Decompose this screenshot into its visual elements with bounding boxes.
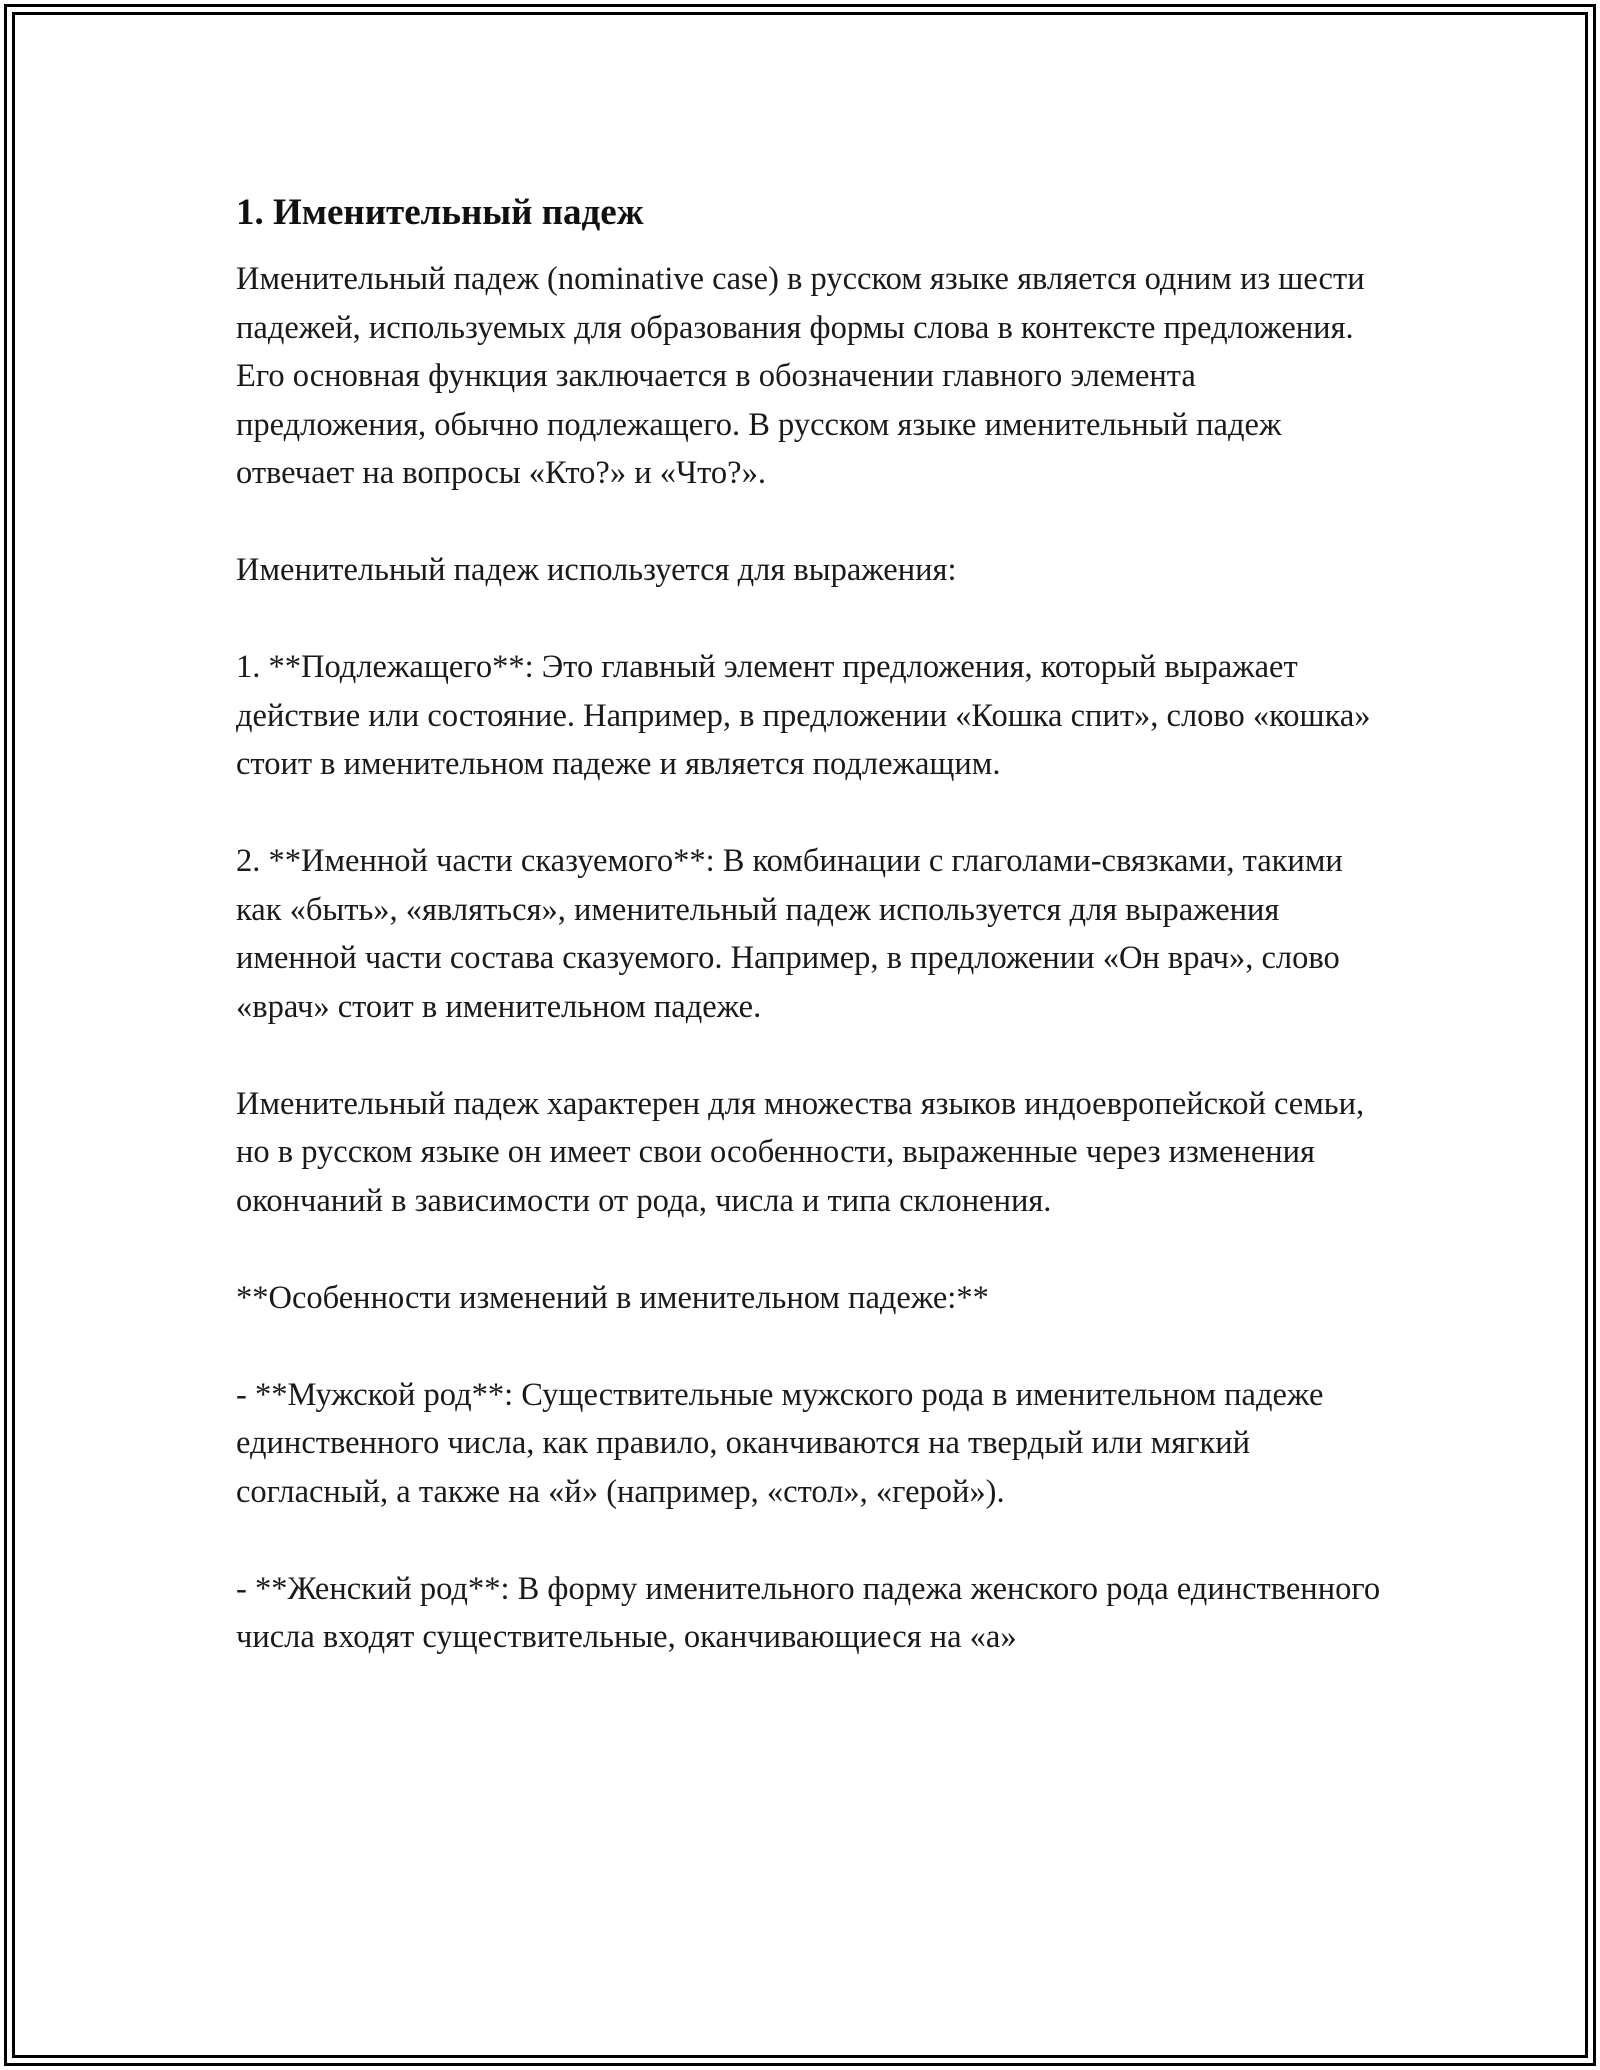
paragraph-subject: 1. **Подлежащего**: Это главный элемент предложения, который выражает действие или состояние. Например, в предложении «Кошка спит», слово «кошка» стоит в именительном падеже и является подлежащим.	[236, 649, 1371, 782]
paragraph-indo-european: Именительный падеж характерен для множества языков индоевропейской семьи, но в русском языке он имеет свои особенности, выраженные через изменения окончаний в зависимости от рода, числа и типа склонения.	[236, 1085, 1365, 1219]
paragraph-predicate: 2. **Именной части сказуемого**: В комбинации с глаголами-связками, такими как «быть», «являться», именительный падеж используется для выражения именной части состава сказуемого. Например, в предложении «Он врач», слово «врач» стоит в именительном падеже.	[236, 843, 1343, 1025]
paragraph-masculine: - **Мужской род**: Существительные мужского рода в именительном падеже единственного числа, как правило, оканчиваются на твердый или мягкий согласный, а также на «й» (например, «стол», «герой»).	[236, 1376, 1324, 1510]
section-heading: 1. Именительный падеж	[236, 192, 644, 233]
paragraph-intro: Именительный падеж (nominative case) в русском языке является одним из шести падежей, используемых для образования формы слова в контексте предложения. Его основная функция заключается в обозначении главного элемента предложения, обычно подлежащего. В русском языке именительный падеж отвечает на вопросы «Кто?» и «Что?».	[236, 261, 1365, 491]
paragraph-features-heading: **Особенности изменений в именительном падеже:**	[236, 1279, 989, 1316]
paragraph-feminine: - **Женский род**: В форму именительного падежа женского рода единственного числа входят существительные, оканчивающиеся на «а»	[236, 1570, 1381, 1655]
document-body	[236, 185, 1386, 1662]
paragraph-usage-lead: Именительный падеж используется для выражения:	[236, 552, 957, 588]
